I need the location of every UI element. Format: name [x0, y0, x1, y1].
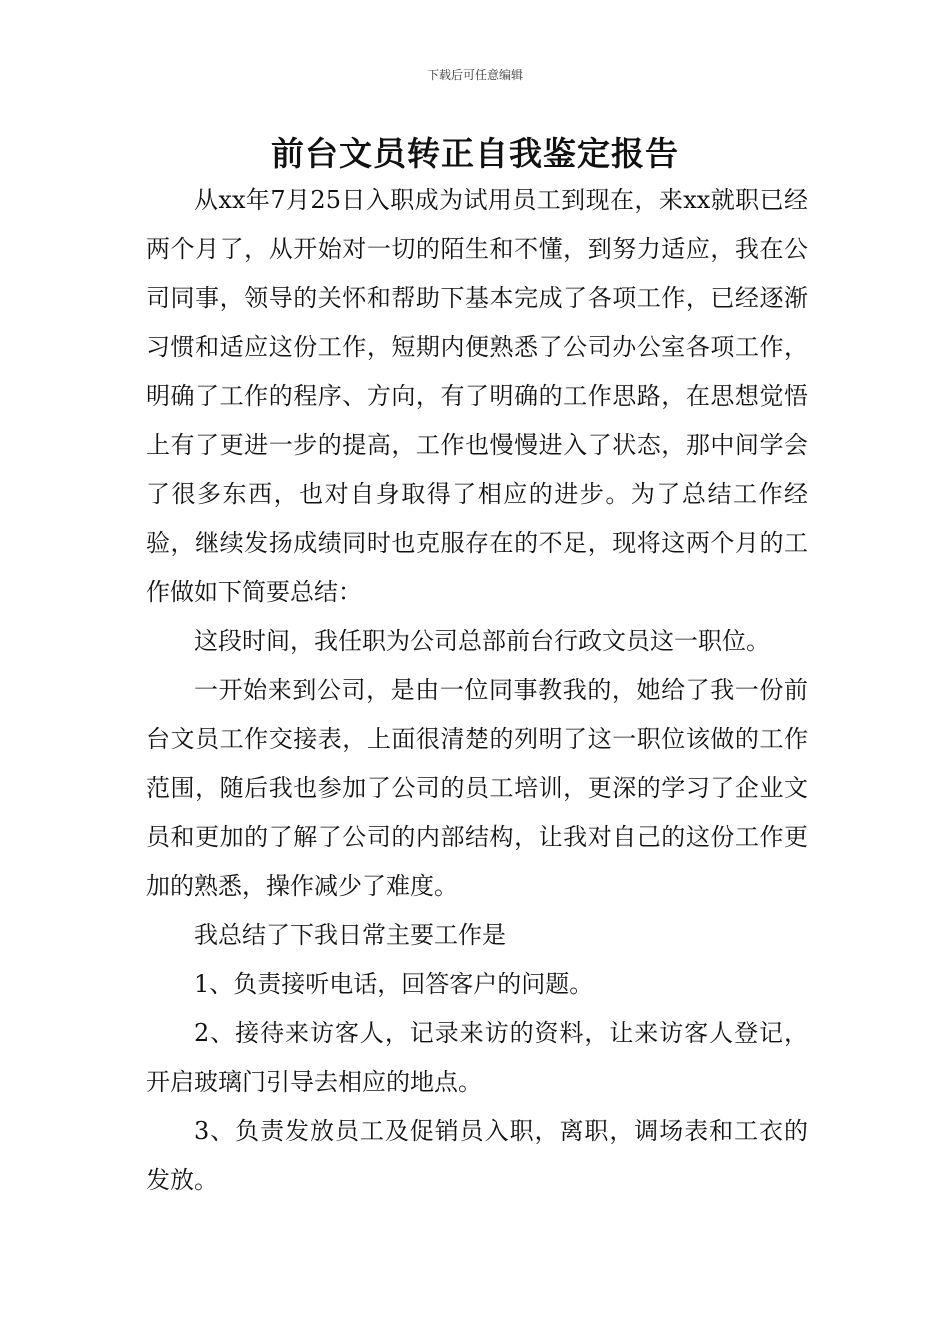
paragraph-duty-2: 2、接待来访客人，记录来访的资料，让来访客人登记，开启玻璃门引导去相应的地点。: [146, 1019, 808, 1096]
paragraph-duty-1: 1、负责接听电话，回答客户的问题。: [194, 970, 594, 998]
paragraph-position: 这段时间，我任职为公司总部前台行政文员这一职位。: [194, 627, 770, 655]
paragraph-duty-3: 3、负责发放员工及促销员入职，离职，调场表和工衣的发放。: [146, 1117, 808, 1194]
header-note: 下载后可任意编辑: [426, 68, 523, 82]
paragraph-onboarding: 一开始来到公司，是由一位同事教我的，她给了我一份前台文员工作交接表，上面很清楚的列明了这一职位该做的工作范围，随后我也参加了公司的员工培训，更深的学习了企业文员和更加的了解了公司的内部结构，让我对自己的这份工作更加的熟悉，操作减少了难度。: [146, 676, 808, 900]
paragraph-duties-intro: 我总结了下我日常主要工作是: [194, 921, 506, 949]
paragraph-intro: 从xx年7月25日入职成为试用员工到现在，来xx就职已经两个月了，从开始对一切的陌生和不懂，到努力适应，我在公司同事，领导的关怀和帮助下基本完成了各项工作，已经逐渐习惯和适应这份工作，短期内便熟悉了公司办公室各项工作，明确了工作的程序、方向，有了明确的工作思路，在思想觉悟上有了更进一步的提高，工作也慢慢进入了状态，那中间学会了很多东西，也对自身取得了相应的进步。为了总结工作经验，继续发扬成绩同时也克服存在的不足，现将这两个月的工作做如下简要总结：: [146, 186, 808, 606]
document-title: 前台文员转正自我鉴定报告: [271, 134, 679, 173]
document-body: [146, 176, 808, 1205]
